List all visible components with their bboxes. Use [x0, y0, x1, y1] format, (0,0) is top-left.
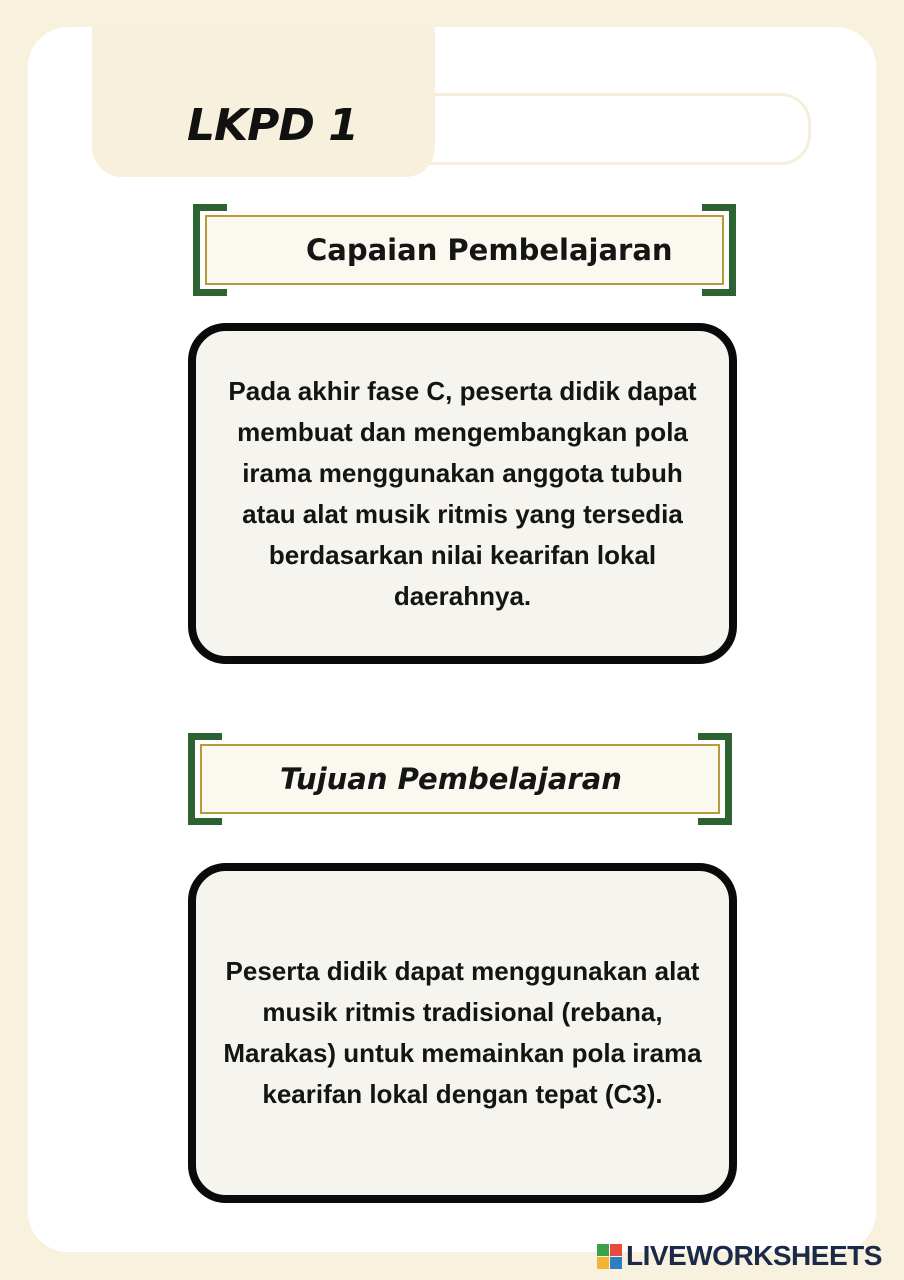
- section-heading-capaian: Capaian Pembelajaran: [306, 233, 673, 267]
- text-box-tujuan: [188, 863, 737, 1203]
- page-title: LKPD 1: [187, 100, 358, 151]
- tujuan-text: Peserta didik dapat menggunakan alat musik ritmis tradisional (rebana, Marakas) untuk memainkan pola irama kearifan lokal dengan tepat (C3).: [223, 956, 702, 1109]
- section-banner-capaian: [193, 204, 736, 296]
- watermark-text: LIVEWORKSHEETS: [626, 1240, 882, 1271]
- section-heading-tujuan: Tujuan Pembelajaran: [280, 762, 622, 796]
- capaian-text: Pada akhir fase C, peserta didik dapat membuat dan mengembangkan pola irama menggunakan anggota tubuh atau alat musik ritmis yang tersedia berdasarkan nilai kearifan lokal daerahnya.: [228, 375, 697, 611]
- liveworksheets-logo: [597, 1240, 882, 1272]
- section-banner-tujuan: [188, 733, 732, 825]
- title-bar-decoration: [420, 93, 811, 165]
- text-box-capaian: [188, 323, 737, 664]
- logo-blocks-icon: [597, 1244, 622, 1269]
